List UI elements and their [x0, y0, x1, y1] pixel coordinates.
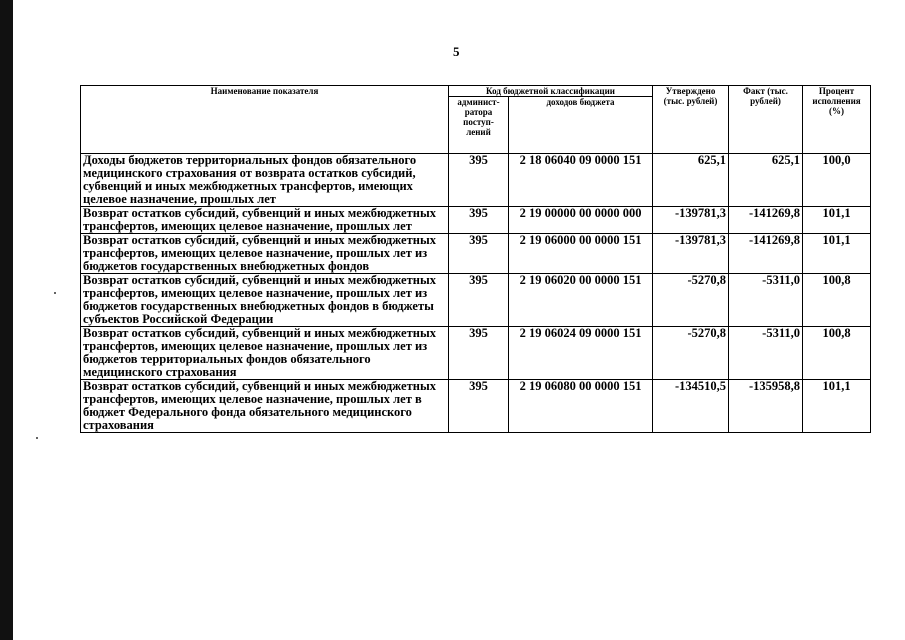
scan-speck: [54, 292, 56, 294]
row-code: 2 19 06000 00 0000 151: [509, 234, 653, 274]
table-row: [81, 327, 871, 380]
row-approved: -5270,8: [653, 327, 729, 380]
row-fact: -135958,8: [729, 380, 803, 433]
row-code: 2 19 00000 00 0000 000: [509, 207, 653, 234]
table-row: [81, 274, 871, 327]
row-fact: -141269,8: [729, 234, 803, 274]
row-name: Возврат остатков субсидий, субвенций и иных межбюджетных трансфертов, имеющих целевое назначение, прошлых лет из бюджетов государственных внебюджетных фондов: [81, 234, 449, 274]
row-code: 2 19 06024 09 0000 151: [509, 327, 653, 380]
header-fact: Факт (тыс. рублей): [729, 86, 803, 154]
header-name: Наименование показателя: [81, 86, 449, 154]
row-admin: 395: [449, 380, 509, 433]
row-percent: 100,8: [803, 327, 871, 380]
table-body: [81, 154, 871, 433]
row-fact: -5311,0: [729, 327, 803, 380]
budget-table: [80, 85, 871, 433]
row-admin: 395: [449, 207, 509, 234]
row-approved: -134510,5: [653, 380, 729, 433]
header-percent: Процент исполнения (%): [803, 86, 871, 154]
row-percent: 101,1: [803, 234, 871, 274]
row-approved: 625,1: [653, 154, 729, 207]
header-revenue: доходов бюджета: [509, 97, 653, 154]
header-approved: Утверждено (тыс. рублей): [653, 86, 729, 154]
row-approved: -139781,3: [653, 207, 729, 234]
row-admin: 395: [449, 154, 509, 207]
row-fact: -141269,8: [729, 207, 803, 234]
row-approved: -139781,3: [653, 234, 729, 274]
table-row: [81, 154, 871, 207]
row-admin: 395: [449, 274, 509, 327]
row-name: Возврат остатков субсидий, субвенций и иных межбюджетных трансфертов, имеющих целевое назначение, прошлых лет в бюджет Федерального фонда обязательного медицинского страхования: [81, 380, 449, 433]
table-row: [81, 207, 871, 234]
row-code: 2 19 06080 00 0000 151: [509, 380, 653, 433]
table-row: [81, 234, 871, 274]
row-code: 2 19 06020 00 0000 151: [509, 274, 653, 327]
header-budget-code: Код бюджетной классификации: [449, 86, 653, 97]
row-fact: 625,1: [729, 154, 803, 207]
row-percent: 101,1: [803, 207, 871, 234]
row-code: 2 18 06040 09 0000 151: [509, 154, 653, 207]
scan-speck: [36, 437, 38, 439]
table-row: [81, 380, 871, 433]
row-percent: 101,1: [803, 380, 871, 433]
row-name: Возврат остатков субсидий, субвенций и иных межбюджетных трансфертов, имеющих целевое назначение, прошлых лет: [81, 207, 449, 234]
row-percent: 100,8: [803, 274, 871, 327]
row-admin: 395: [449, 327, 509, 380]
row-name: Возврат остатков субсидий, субвенций и иных межбюджетных трансфертов, имеющих целевое назначение, прошлых лет из бюджетов территориальных фондов обязательного медицинского страхования: [81, 327, 449, 380]
row-approved: -5270,8: [653, 274, 729, 327]
row-fact: -5311,0: [729, 274, 803, 327]
page-number: 5: [453, 44, 460, 59]
header-admin: админист-ратора поступ-лений: [449, 97, 509, 154]
scan-edge: [0, 0, 13, 640]
header-row: [81, 86, 871, 97]
row-name: Возврат остатков субсидий, субвенций и иных межбюджетных трансфертов, имеющих целевое назначение, прошлых лет из бюджетов государственных внебюджетных фондов в бюджеты субъектов Российской Федерации: [81, 274, 449, 327]
row-name: Доходы бюджетов территориальных фондов обязательного медицинского страхования от возврата остатков субсидий, субвенций и иных межбюджетных трансфертов, имеющих целевое назначение, прошлых лет: [81, 154, 449, 207]
row-percent: 100,0: [803, 154, 871, 207]
row-admin: 395: [449, 234, 509, 274]
